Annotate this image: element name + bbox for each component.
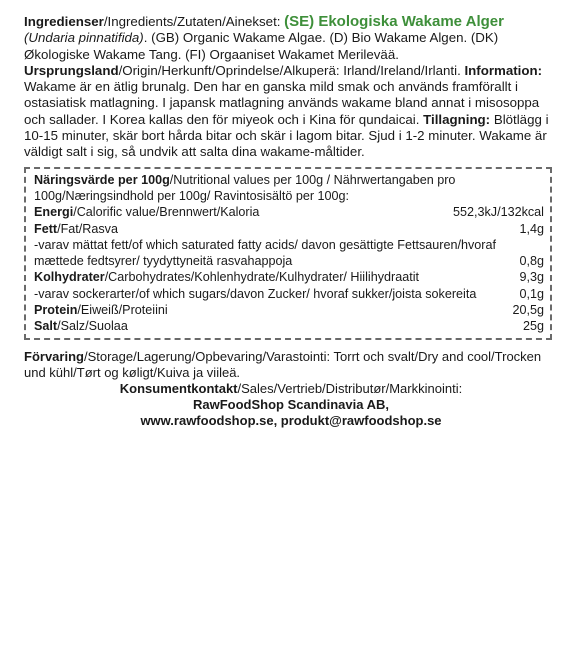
- nutrient-translations: /Fat/Rasva: [57, 221, 118, 236]
- nutrient-name: Salt: [34, 319, 58, 334]
- contact-line: [24, 381, 558, 397]
- nutrient-value: 0,1g: [519, 286, 544, 301]
- ingredients-block: [24, 14, 558, 161]
- nutrient-value: 1,4g: [519, 221, 544, 236]
- origin-label: Ursprungsland: [24, 62, 119, 78]
- nutrient-translations: /Salz/Suolaa: [57, 319, 128, 334]
- contact-block: [24, 381, 558, 429]
- nutrition-row: [34, 204, 544, 220]
- product-name-se: (SE) Ekologiska Wakame Alger: [284, 13, 504, 30]
- product-translations: . (GB) Organic Wakame Algae. (D) Bio Wakame Algen. (DK) Økologiske Wakame Tang. (FI) Orgaaniset Wakamet Merilevää.: [24, 30, 499, 62]
- information-label: Information:: [464, 62, 543, 78]
- nutrient-translations: /Calorific value/Brennwert/Kaloria: [73, 205, 260, 220]
- nutrient-value: 552,3kJ/132kcal: [452, 205, 544, 220]
- nutrient-value: 9,3g: [519, 270, 544, 285]
- nutrition-row-label: [34, 286, 476, 302]
- ingredients-label-translations: /Ingredients/Zutaten/Ainekset:: [103, 14, 285, 29]
- contact-text: /Sales/Vertrieb/Distributør/Markkinointi:: [237, 380, 463, 396]
- origin-text: /Origin/Herkunft/Oprindelse/Alkuperä: Irland/Ireland/Irlanti.: [118, 62, 461, 78]
- nutrient-translations: /Carbohydrates/Kohlenhydrate/Kulhydrater/ Hiilihydraatit: [104, 270, 419, 285]
- nutrition-row: [34, 302, 544, 318]
- nutrient-name: Fett: [34, 221, 58, 236]
- nutrient-name: Kolhydrater: [34, 270, 105, 285]
- nutrition-row: [34, 269, 544, 285]
- product-label: [24, 14, 558, 429]
- nutrition-row-label: [34, 269, 419, 285]
- nutrient-translations: -varav mättat fett/of which saturated fatty acids/ davon gesättigte Fettsauren/hvoraf mættede fedtsyrer/ tyydyttyneitä rasvahappoja: [34, 237, 497, 269]
- storage-label: Förvaring: [24, 348, 84, 364]
- nutrition-row: [34, 237, 544, 270]
- nutrient-translations: -varav sockerarter/of which sugars/davon Zucker/ hvoraf sukker/joista sokereita: [34, 286, 477, 301]
- nutrition-row: [34, 221, 544, 237]
- ingredients-label: Ingredienser: [24, 14, 104, 29]
- nutrient-name: Energi: [34, 205, 74, 220]
- nutrient-translations: /Eiweiß/Proteiini: [77, 303, 168, 318]
- nutrition-table: [24, 167, 552, 340]
- preparation-text: Blötlägg i 10-15 minuter, skär bort hårda bitar och skär i lagom bitar. Sjud i 1-2 minuter. Wakame är väldigt salt i sig, så undvik att salta dina wakame-måltider.: [24, 111, 549, 160]
- nutrition-header-translations: /Nutritional values per 100g / Nährwertangaben pro 100g/Næringsindhold per 100g/ Ravintosisältö per 100g:: [34, 172, 456, 203]
- nutrition-rows: [34, 204, 544, 334]
- information-text: Wakame är en ätlig brunalg. Den har en ganska mild smak och används framförallt i ostasiatisk matlagning. I japansk matlagning används wakame bland annat i misosoppa och sallader. I Korea kallas den för miyeok och i Kina för qundaicai.: [24, 79, 540, 127]
- nutrition-row: [34, 286, 544, 302]
- nutrient-value: 25g: [522, 319, 544, 334]
- storage-block: [24, 349, 558, 381]
- contact-label: Konsumentkontakt: [119, 380, 238, 396]
- nutrient-name: Protein: [34, 303, 78, 318]
- web-and-email: www.rawfoodshop.se, produkt@rawfoodshop.se: [140, 412, 442, 428]
- nutrition-row-label: [34, 302, 168, 318]
- nutrition-row: [34, 318, 544, 334]
- nutrition-header-label: Näringsvärde per 100g: [34, 172, 170, 187]
- nutrition-row-label: [34, 318, 128, 334]
- nutrient-value: 20,5g: [512, 303, 544, 318]
- company-name: RawFoodShop Scandinavia AB,: [193, 396, 389, 412]
- nutrition-row-label: [34, 221, 118, 237]
- latin-name: (Undaria pinnatifida): [24, 30, 144, 46]
- nutrition-row-label: [34, 237, 511, 270]
- nutrition-header: [34, 172, 544, 205]
- storage-text: /Storage/Lagerung/Opbevaring/Varastointi: Torrt och svalt/Dry and cool/Trocken und kühl/Tørt og køligt/Kuiva ja viileä.: [24, 348, 542, 380]
- nutrition-row-label: [34, 204, 259, 220]
- nutrient-value: 0,8g: [519, 254, 544, 269]
- preparation-label: Tillagning:: [423, 111, 491, 127]
